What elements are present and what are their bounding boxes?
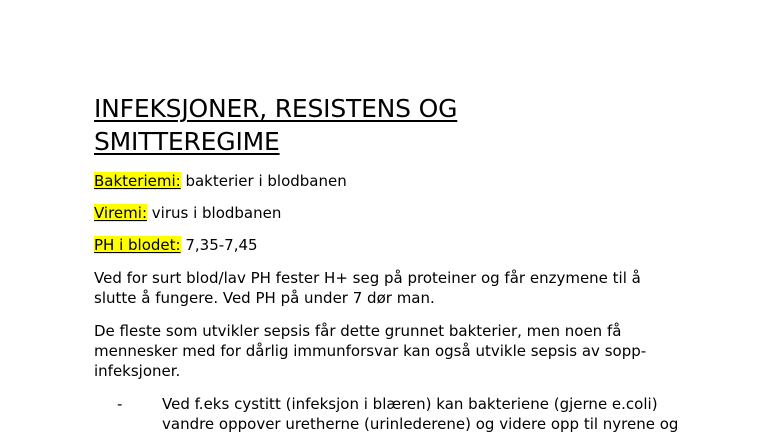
- paragraph-line: mennesker med for dårlig immunforsvar kan også utvikle sepsis av sopp-: [94, 342, 647, 360]
- title-line-2: SMITTEREGIME: [94, 127, 280, 156]
- highlighted-term: PH i blodet:: [94, 236, 181, 254]
- definition-text: virus i blodbanen: [147, 204, 282, 222]
- definition-text: 7,35-7,45: [180, 236, 258, 254]
- bullet-dash: -: [117, 395, 123, 413]
- bullet-item-cystitt: [117, 394, 734, 434]
- paragraph-line: infeksjoner.: [94, 362, 181, 380]
- paragraph-sepsis: [94, 321, 734, 381]
- definition-bakteriemi: [94, 172, 734, 191]
- highlighted-term: Viremi:: [94, 204, 147, 222]
- definition-ph: [94, 236, 734, 255]
- paragraph-line: slutte å fungere. Ved PH på under 7 dør man.: [94, 289, 435, 307]
- paragraph-line: De fleste som utvikler sepsis får dette grunnet bakterier, men noen få: [94, 322, 622, 340]
- definition-text: bakterier i blodbanen: [180, 172, 347, 190]
- document-page: [94, 92, 734, 434]
- definition-viremi: [94, 204, 734, 223]
- bullet-line: Ved f.eks cystitt (infeksjon i blæren) kan bakteriene (gjerne e.coli): [162, 395, 658, 413]
- paragraph-ph-effect: [94, 268, 734, 308]
- document-title: [94, 92, 734, 158]
- paragraph-line: Ved for surt blod/lav PH fester H+ seg på proteiner og får enzymene til å: [94, 269, 641, 287]
- bullet-line: vandre oppover uretherne (urinlederene) og videre opp til nyrene og: [162, 415, 679, 433]
- highlighted-term: Bakteriemi:: [94, 172, 181, 190]
- bullet-text: [162, 394, 734, 434]
- title-line-1: INFEKSJONER, RESISTENS OG: [94, 94, 458, 123]
